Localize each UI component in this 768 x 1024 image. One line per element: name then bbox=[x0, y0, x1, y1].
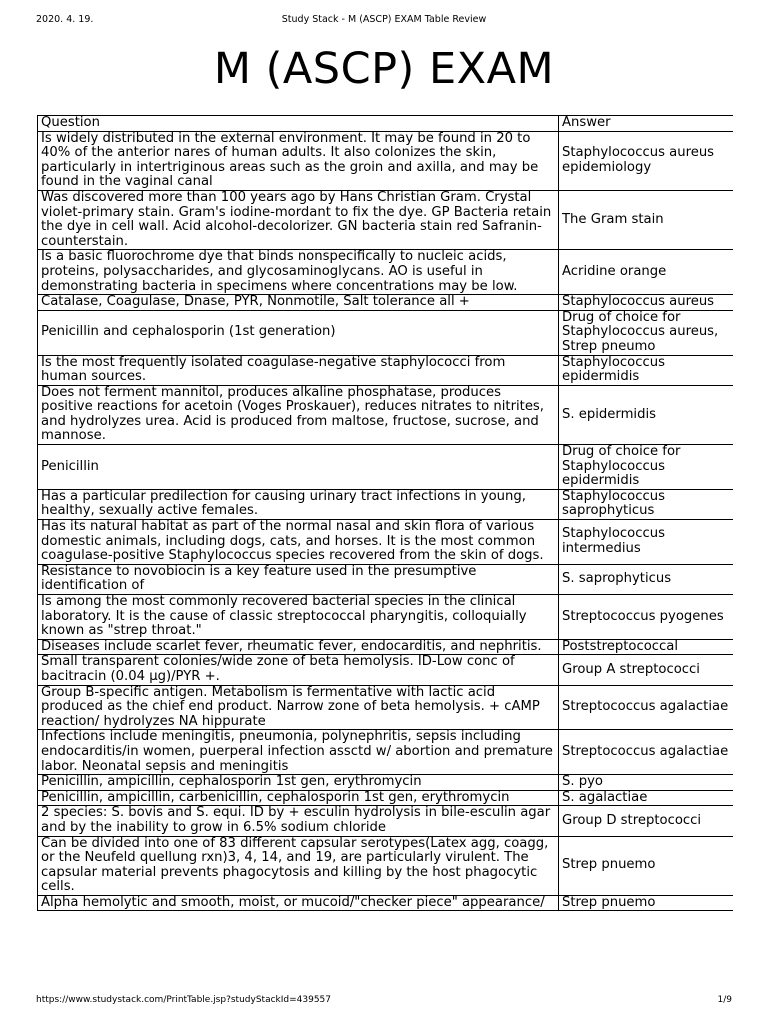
table-row bbox=[38, 790, 734, 806]
answer-cell: Group A streptococci bbox=[559, 655, 734, 685]
question-cell: Can be divided into one of 83 different capsular serotypes(Latex agg, coagg, or the Neufeld quellung rxn)3, 4, 14, and 19, are particularly virulent. The capsular material prevents phagocytosis and killing by the host phagocytic cells. bbox=[38, 836, 559, 895]
answer-cell: S. agalactiae bbox=[559, 790, 734, 806]
answer-cell: Streptococcus pyogenes bbox=[559, 595, 734, 640]
print-date: 2020. 4. 19. bbox=[36, 14, 94, 25]
question-cell: Catalase, Coagulase, Dnase, PYR, Nonmotile, Salt tolerance all + bbox=[38, 295, 559, 311]
question-cell: Penicillin, ampicillin, carbenicillin, cephalosporin 1st gen, erythromycin bbox=[38, 790, 559, 806]
question-cell: Resistance to novobiocin is a key feature used in the presumptive identification of bbox=[38, 564, 559, 594]
page-number: 1/9 bbox=[717, 995, 732, 1005]
table-row bbox=[38, 131, 734, 190]
table-row bbox=[38, 895, 734, 911]
table-row bbox=[38, 836, 734, 895]
question-cell: Alpha hemolytic and smooth, moist, or mucoid/"checker piece" appearance/ bbox=[38, 895, 559, 911]
answer-cell: Group D streptococci bbox=[559, 806, 734, 836]
question-cell: Penicillin, ampicillin, cephalosporin 1st gen, erythromycin bbox=[38, 775, 559, 791]
page-url: https://www.studystack.com/PrintTable.jsp?studyStackId=439557 bbox=[36, 995, 332, 1005]
question-cell: Has a particular predilection for causing urinary tract infections in young, healthy, sexually active females. bbox=[38, 489, 559, 519]
question-cell: Group B-specific antigen. Metabolism is fermentative with lactic acid produced as the chief end product. Narrow zone of beta hemolysis. + cAMP reaction/ hydrolyzes NA hippurate bbox=[38, 685, 559, 730]
question-cell: Small transparent colonies/wide zone of beta hemolysis. ID-Low conc of bacitracin (0.04 µg)/PYR +. bbox=[38, 655, 559, 685]
answer-cell: The Gram stain bbox=[559, 190, 734, 249]
table-row bbox=[38, 250, 734, 295]
answer-cell: S. saprophyticus bbox=[559, 564, 734, 594]
answer-cell: Streptococcus agalactiae bbox=[559, 730, 734, 775]
question-cell: Penicillin bbox=[38, 445, 559, 490]
answer-cell: Drug of choice for Staphylococcus aureus, Strep pneumo bbox=[559, 310, 734, 355]
answer-cell: Staphylococcus epidermidis bbox=[559, 355, 734, 385]
table-row bbox=[38, 730, 734, 775]
page-title: M (ASCP) EXAM bbox=[213, 44, 555, 94]
table-row bbox=[38, 445, 734, 490]
table-row bbox=[38, 520, 734, 565]
answer-cell: Streptococcus agalactiae bbox=[559, 685, 734, 730]
answer-cell: Drug of choice for Staphylococcus epidermidis bbox=[559, 445, 734, 490]
question-cell: Diseases include scarlet fever, rheumatic fever, endocarditis, and nephritis. bbox=[38, 639, 559, 655]
table-row bbox=[38, 310, 734, 355]
question-cell: Does not ferment mannitol, produces alkaline phosphatase, produces positive reactions for acetoin (Voges Proskauer), reduces nitrates to nitrites, and hydrolyzes urea. Acid is produced from maltose, fructose, sucrose, and mannose. bbox=[38, 385, 559, 444]
review-table bbox=[37, 115, 733, 911]
table-row bbox=[38, 806, 734, 836]
question-cell: Was discovered more than 100 years ago by Hans Christian Gram. Crystal violet-primary stain. Gram's iodine-mordant to fix the dye. GP Bacteria retain the dye in cell wall. Acid alcohol-decolorizer. GN bacteria stain red Safranin-counterstain. bbox=[38, 190, 559, 249]
table-row bbox=[38, 685, 734, 730]
table-row bbox=[38, 295, 734, 311]
answer-cell: Staphylococcus saprophyticus bbox=[559, 489, 734, 519]
question-cell: Is widely distributed in the external environment. It may be found in 20 to 40% of the anterior nares of human adults. It also colonizes the skin, particularly in intertriginous areas such as the groin and axilla, and may be found in the vaginal canal bbox=[38, 131, 559, 190]
question-cell: 2 species: S. bovis and S. equi. ID by + esculin hydrolysis in bile-esculin agar and by the inability to grow in 6.5% sodium chloride bbox=[38, 806, 559, 836]
print-document-title: Study Stack - M (ASCP) EXAM Table Review bbox=[281, 14, 487, 25]
table-row bbox=[38, 385, 734, 444]
answer-cell: Staphylococcus aureus bbox=[559, 295, 734, 311]
question-cell: Is among the most commonly recovered bacterial species in the clinical laboratory. It is the cause of classic streptococcal pharyngitis, colloquially known as "strep throat." bbox=[38, 595, 559, 640]
question-cell: Infections include meningitis, pneumonia, polynephritis, sepsis including endocarditis/in women, puerperal infection assctd w/ abortion and premature labor. Neonatal sepsis and meningitis bbox=[38, 730, 559, 775]
table-row bbox=[38, 595, 734, 640]
answer-cell: Acridine orange bbox=[559, 250, 734, 295]
question-cell: Penicillin and cephalosporin (1st generation) bbox=[38, 310, 559, 355]
question-cell: Is a basic fluorochrome dye that binds nonspecifically to nucleic acids, proteins, polysaccharides, and glycosaminoglycans. AO is useful in demonstrating bacteria in specimens where concentrations may be low. bbox=[38, 250, 559, 295]
table-row bbox=[38, 190, 734, 249]
table-row bbox=[38, 355, 734, 385]
column-header-answer: Answer bbox=[559, 116, 734, 132]
table-header-row bbox=[38, 116, 734, 132]
answer-cell: Strep pnuemo bbox=[559, 895, 734, 911]
table-row bbox=[38, 639, 734, 655]
answer-cell: S. pyo bbox=[559, 775, 734, 791]
answer-cell: Poststreptococcal bbox=[559, 639, 734, 655]
column-header-question: Question bbox=[38, 116, 559, 132]
answer-cell: Strep pnuemo bbox=[559, 836, 734, 895]
table-row bbox=[38, 655, 734, 685]
question-cell: Is the most frequently isolated coagulase-negative staphylococci from human sources. bbox=[38, 355, 559, 385]
answer-cell: Staphylococcus intermedius bbox=[559, 520, 734, 565]
table-row bbox=[38, 489, 734, 519]
table-row bbox=[38, 775, 734, 791]
print-footer bbox=[0, 995, 768, 1007]
question-cell: Has its natural habitat as part of the normal nasal and skin flora of various domestic animals, including dogs, cats, and horses. It is the most common coagulase-positive Staphylococcus species recovered from the skin of dogs. bbox=[38, 520, 559, 565]
table-body bbox=[38, 131, 734, 911]
answer-cell: S. epidermidis bbox=[559, 385, 734, 444]
answer-cell: Staphylococcus aureus epidemiology bbox=[559, 131, 734, 190]
review-table-container bbox=[37, 115, 733, 991]
print-header bbox=[0, 14, 768, 28]
table-row bbox=[38, 564, 734, 594]
